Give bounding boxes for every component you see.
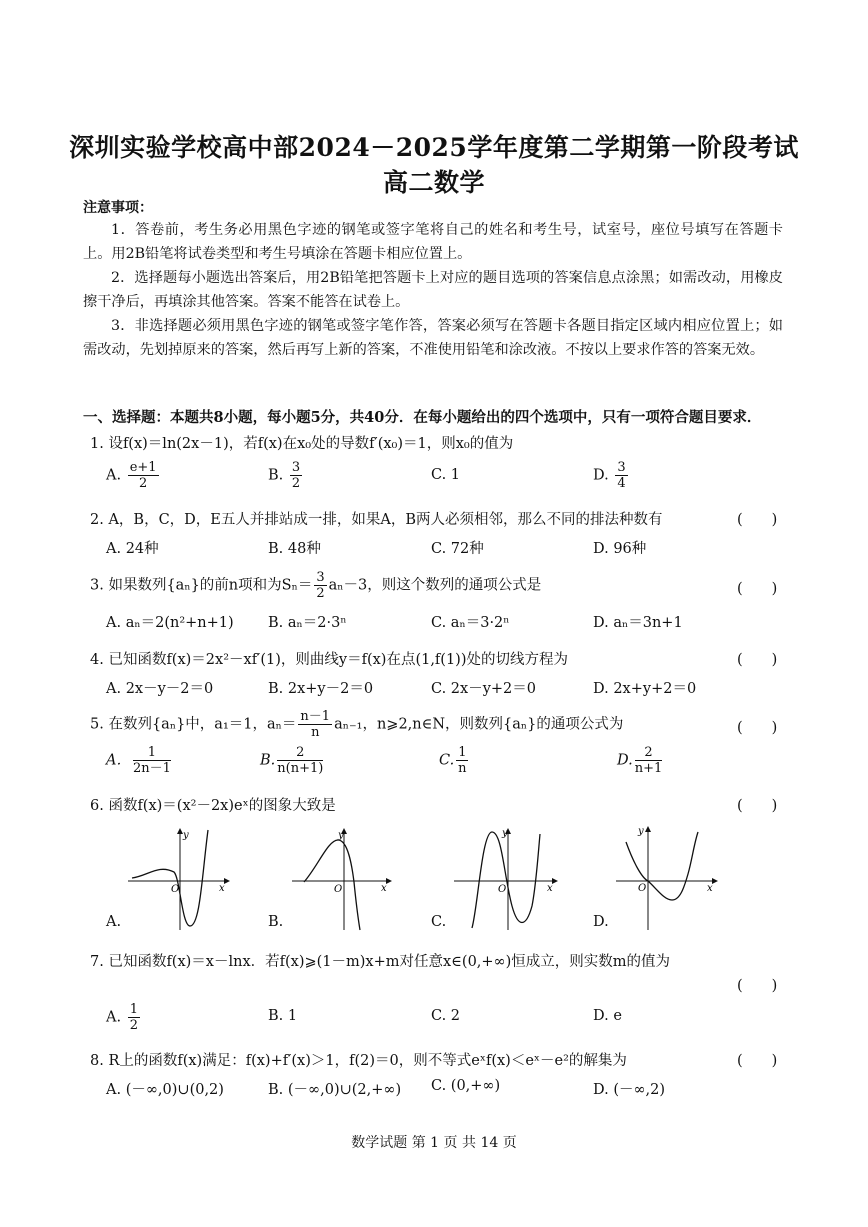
y-label: y: [183, 830, 189, 841]
section-heading: 一、选择题：本题共8小题，每小题5分，共40分．在每小题给出的四个选项中，只有一项符合题目要求．: [83, 409, 762, 426]
q6-option-a: A.: [106, 914, 122, 930]
x-label: x: [707, 883, 713, 894]
page-footer: 数学试题 第 1 页 共 14 页: [351, 1135, 517, 1151]
origin-label: O: [171, 884, 180, 895]
q2-option-c: C. 72种: [431, 541, 484, 557]
x-label: x: [547, 883, 553, 894]
q7-option-c: C. 2: [431, 1008, 461, 1024]
curve: [626, 832, 698, 900]
q6-graph-a: [128, 826, 230, 932]
exam-title: 深圳实验学校高中部2024－2025学年度第二学期第一阶段考试: [69, 133, 799, 162]
x-arrow: [224, 878, 230, 884]
origin-label: O: [638, 883, 647, 894]
q3-option-c: C. aₙ＝3·2ⁿ: [431, 615, 510, 631]
q1-option-c: C. 1: [431, 467, 461, 483]
q2-option-d: D. 96种: [593, 541, 647, 557]
q3-option-b: B. aₙ＝2·3ⁿ: [268, 615, 347, 631]
q4-option-a: A. 2x－y－2＝0: [106, 681, 214, 697]
q3-option-a: A. aₙ＝2(n²+n+1): [106, 615, 234, 631]
q8-option-d: D. (－∞,2): [593, 1082, 666, 1098]
q2-option-b: B. 48种: [268, 541, 321, 557]
question-6-stem: 6. 函数f(x)＝(x²－2x)eˣ的图象大致是: [90, 798, 336, 814]
q4-option-d: D. 2x+y+2＝0: [593, 681, 697, 697]
curve: [472, 832, 540, 928]
question-8-stem: 8. R上的函数f(x)满足：f(x)+f′(x)＞1，f(2)＝0，则不等式eˣf(x)＜eˣ－e²的解集为: [90, 1053, 627, 1069]
question-1-stem: 1. 设f(x)＝ln(2x－1)，若f(x)在x₀处的导数f′(x₀)＝1，则x₀的值为: [90, 436, 514, 452]
q4-answer-paren: ( ): [737, 652, 778, 668]
q8-answer-paren: ( ): [737, 1053, 778, 1069]
q3-option-d: D. aₙ＝3n+1: [593, 615, 683, 631]
note-item-3: 3．非选择题必须用黑色字迹的钢笔或签字笔作答，答案必须写在答题卡各题目指定区域内相应位置上；如需改动，先划掉原来的答案，然后再写上新的答案，不准使用铅笔和涂改液。不按以上要求作答的答案无效。: [83, 318, 783, 358]
q7-option-d: D. e: [593, 1008, 622, 1024]
q5-option-a: A． $\frac{1}{2n-1}$: [106, 745, 171, 776]
note-item-2: 2．选择题每小题选出答案后，用2B铅笔把答题卡上对应的题目选项的答案信息点涂黑；如需改动，用橡皮擦干净后，再填涂其他答案。答案不能答在试卷上。: [83, 270, 783, 310]
q1-option-d: D. $\frac{3}{4}$: [593, 460, 626, 491]
q6-option-b: B.: [268, 914, 284, 930]
q6-graph-d: [614, 824, 718, 932]
q7-option-a: A. $\frac{1}{2}$: [106, 1002, 138, 1033]
question-4-stem: 4. 已知函数f(x)＝2x²－xf′(1)，则曲线y＝f(x)在点(1,f(1))处的切线方程为: [90, 652, 568, 668]
x-arrow: [552, 878, 558, 884]
q5-option-b: B. $\frac{2}{n(n+1)}$: [260, 745, 324, 776]
q1-option-b: B. $\frac{3}{2}$: [268, 460, 301, 491]
q6-option-c: C.: [431, 914, 447, 930]
y-label: y: [638, 826, 644, 837]
origin-label: O: [334, 884, 343, 895]
notes-heading: 注意事项：: [83, 200, 153, 216]
q5-option-d: D. $\frac{2}{n+1}$: [617, 745, 663, 776]
q3-answer-paren: ( ): [737, 581, 778, 597]
x-label: x: [219, 883, 225, 894]
q2-answer-paren: ( ): [737, 512, 778, 528]
curve: [304, 840, 360, 930]
q5-option-c: C. $\frac{1}{n}$: [439, 745, 467, 776]
question-2-stem: 2. A，B，C，D，E五人并排站成一排，如果A，B两人必须相邻，那么不同的排法种数有: [90, 512, 663, 528]
q8-option-c: C. (0,+∞): [431, 1078, 501, 1094]
x-arrow: [712, 878, 718, 884]
exam-subtitle: 高二数学: [382, 168, 485, 197]
y-label: y: [502, 828, 508, 839]
q6-graph-c: [452, 826, 558, 932]
q5-answer-paren: ( ): [737, 720, 778, 736]
question-5-stem: 5. 在数列{aₙ}中，a₁＝1，aₙ＝ $\frac{n-1}{n}$ aₙ₋₁，n⩾2,n∈N，则数列{aₙ}的通项公式为: [90, 709, 624, 740]
q8-option-a: A. (－∞,0)∪(0,2): [106, 1082, 224, 1098]
q6-option-d: D.: [593, 914, 609, 930]
curve: [132, 830, 208, 926]
x-label: x: [381, 883, 387, 894]
q1-option-a: A. $\frac{e+1}{2}$: [106, 460, 157, 491]
y-arrow: [645, 826, 651, 832]
q2-option-a: A. 24种: [106, 541, 159, 557]
x-arrow: [386, 878, 392, 884]
q6-graph-b: [290, 826, 392, 932]
question-3-stem: 3. 如果数列{aₙ}的前n项和为Sₙ＝ $\frac{3}{2}$ aₙ－3，则这个数列的通项公式是: [90, 570, 542, 601]
q7-option-b: B. 1: [268, 1008, 298, 1024]
origin-label: O: [498, 884, 507, 895]
q7-answer-paren: ( ): [737, 978, 778, 994]
q4-option-c: C. 2x－y+2＝0: [431, 681, 536, 697]
question-7-stem: 7. 已知函数f(x)＝x－lnx．若f(x)⩾(1－m)x+m对任意x∈(0,+∞)恒成立，则实数m的值为: [90, 954, 671, 970]
q4-option-b: B. 2x+y－2＝0: [268, 681, 374, 697]
y-label: y: [338, 830, 344, 841]
q6-answer-paren: ( ): [737, 798, 778, 814]
q8-option-b: B. (－∞,0)∪(2,+∞): [268, 1082, 402, 1098]
note-item-1: 1．答卷前，考生务必用黑色字迹的钢笔或签字笔将自己的姓名和考生号，试室号，座位号填写在答题卡上。用2B铅笔将试卷类型和考生号填涂在答题卡相应位置上。: [83, 222, 783, 262]
